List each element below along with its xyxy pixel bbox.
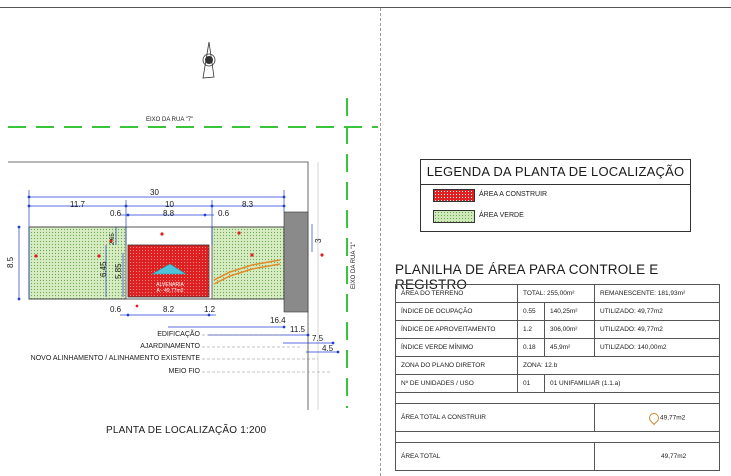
dimension-8-2: 8.2	[163, 305, 175, 314]
dimension-8-5: 8.5	[6, 256, 15, 268]
dimension-8-8: 8.8	[163, 209, 175, 218]
dimension-1-2: 1.2	[204, 305, 216, 314]
row-value: 01 UNIFAMILIAR (1.1.a)	[545, 375, 720, 393]
gate-strip	[284, 212, 308, 312]
legend-label-build: ÁREA A CONSTRUIR	[479, 191, 548, 198]
row-label: ZONA DO PLANO DIRETOR	[396, 357, 518, 375]
table-row	[396, 321, 720, 339]
row-label: ÁREA DO TERRENO	[396, 285, 518, 303]
dimension-5-85: 5.85	[114, 263, 123, 279]
row-value: REMANESCENTE: 181,93m²	[595, 285, 720, 303]
dimension-0-6-bottom: 0.6	[110, 305, 122, 314]
table-row	[396, 339, 720, 357]
dimension-11-7: 11.7	[70, 200, 85, 209]
legend-label-green: ÁREA VERDE	[479, 212, 524, 219]
location-pin-icon	[647, 410, 661, 424]
dimension-11-5: 11.5	[290, 325, 305, 334]
legend-swatch-build	[433, 189, 475, 202]
row-label: ÍNDICE VERDE MÍNIMO	[396, 339, 518, 357]
row-area: 140,25m²	[545, 303, 595, 321]
table-row	[396, 404, 720, 432]
table-row-spacer	[396, 393, 720, 404]
dimension-7-5: 7.5	[312, 334, 324, 343]
building-label-1: ALVENARIA	[156, 282, 184, 288]
row-value: TOTAL: 255,00m²	[518, 285, 595, 303]
callout-leaders	[202, 335, 330, 372]
dimension-0-6-top-right: 0.6	[218, 209, 230, 218]
street-label-top: EIXO DA RUA "7"	[146, 117, 194, 123]
row-label: ÍNDICE DE OCUPAÇÃO	[396, 303, 518, 321]
dimension-4-5: 4.5	[322, 344, 334, 353]
dimension-16-4: 16.4	[270, 316, 286, 325]
north-arrow-icon	[203, 42, 215, 78]
area-table	[395, 284, 720, 471]
legend-title: LEGENDA DA PLANTA DE LOCALIZAÇÃO	[421, 160, 690, 185]
callout-meio-fio: MEIO FIO	[168, 368, 200, 375]
row-area: 306,00m²	[545, 321, 595, 339]
legend-box	[420, 159, 691, 232]
row-label: ÁREA TOTAL	[396, 443, 595, 471]
table-row	[396, 303, 720, 321]
dimension-6-45: 6.45	[99, 261, 108, 277]
row-value: UTILIZADO: 49,77m2	[595, 321, 720, 339]
row-value: 49,77m2	[595, 443, 720, 471]
callout-alinhamento: NOVO ALINHAMENTO / ALINHAMENTO EXISTENTE	[30, 355, 200, 362]
callout-edificacao: EDIFICAÇÃO	[157, 331, 200, 338]
dimension-8-3: 8.3	[242, 200, 254, 209]
plan-caption: PLANTA DE LOCALIZAÇÃO 1:200	[106, 425, 267, 436]
table-row-spacer	[396, 432, 720, 443]
row-label: ÍNDICE DE APROVEITAMENTO	[396, 321, 518, 339]
dimension-10: 10	[165, 200, 174, 209]
legend-swatch-green	[433, 210, 475, 223]
sheet-divider	[380, 8, 381, 476]
callout-ajardinamento: AJARDINAMENTO	[140, 343, 200, 350]
row-index: 01	[518, 375, 545, 393]
row-value: ZONA: 12.b	[518, 357, 720, 375]
street-label-right: EIXO DA RUA "1"	[351, 241, 357, 289]
sheet-title: PLANILHA DE ÁREA PARA CONTROLE E REGISTRO	[395, 262, 659, 292]
table-row	[396, 357, 720, 375]
row-value: UTILIZADO: 140,00m2	[595, 339, 720, 357]
building-label-2: A - 49,77m2	[156, 288, 184, 294]
row-label: Nº DE UNIDADES / USO	[396, 375, 518, 393]
row-area: 45,9m²	[545, 339, 595, 357]
dimension-3: 3	[314, 238, 323, 243]
row-index: 1.2	[518, 321, 545, 339]
row-index: 0.55	[518, 303, 545, 321]
row-index: 0.18	[518, 339, 545, 357]
dimension-0-6-top-left: 0.6	[110, 209, 122, 218]
table-row	[396, 375, 720, 393]
row-value: 49,77m2	[595, 404, 720, 432]
table-row	[396, 285, 720, 303]
green-area-right	[212, 227, 284, 299]
dimension-30: 30	[150, 188, 159, 197]
row-value: UTILIZADO: 49,77m2	[595, 303, 720, 321]
row-label: ÁREA TOTAL A CONSTRUIR	[396, 404, 595, 432]
dimension-2-65: 2.65	[110, 233, 116, 245]
table-row	[396, 443, 720, 471]
